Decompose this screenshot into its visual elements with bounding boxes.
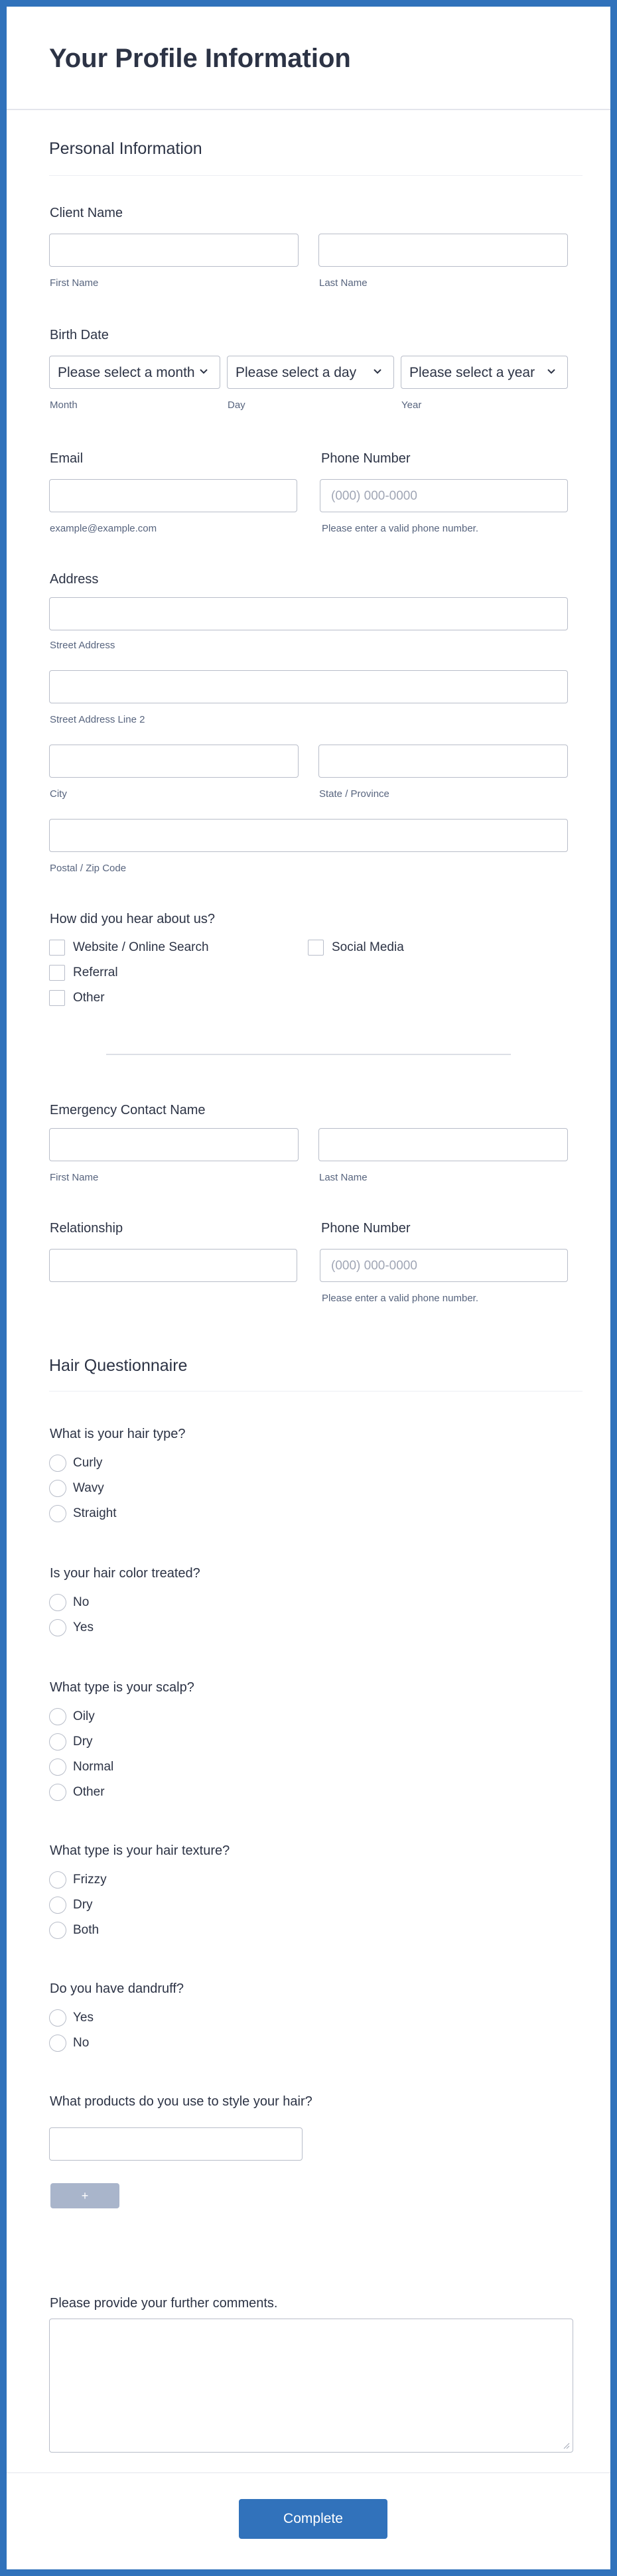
checkbox-website[interactable]: [49, 940, 65, 956]
section-divider: [49, 175, 583, 176]
products-label: What products do you use to style your hair?: [50, 2094, 312, 2109]
state-input[interactable]: [318, 745, 568, 778]
radio-curly[interactable]: [49, 1455, 66, 1472]
street-address-line2-sublabel: Street Address Line 2: [50, 714, 145, 725]
state-sublabel: State / Province: [319, 788, 389, 800]
form-card: [7, 7, 610, 2569]
client-first-name-input[interactable]: [49, 234, 299, 267]
street-address-sublabel: Street Address: [50, 640, 115, 651]
birth-year-select[interactable]: [401, 356, 568, 389]
scalp-type-label: What type is your scalp?: [50, 1680, 194, 1695]
email-label: Email: [50, 451, 84, 466]
client-last-name-input[interactable]: [318, 234, 568, 267]
checkbox-label-social-media: Social Media: [332, 940, 404, 954]
radio-scalp-normal[interactable]: [49, 1758, 66, 1776]
birth-day-value: Please select a day: [236, 365, 357, 380]
address-label: Address: [50, 572, 99, 587]
street-address-line2-input[interactable]: [49, 670, 568, 703]
hear-about-label: How did you hear about us?: [50, 912, 216, 926]
birth-day-select[interactable]: [227, 356, 394, 389]
radio-label-color-no: No: [73, 1595, 90, 1609]
month-sublabel: Month: [50, 399, 78, 411]
relationship-input[interactable]: [49, 1249, 297, 1282]
emergency-first-name-input[interactable]: [49, 1128, 299, 1161]
postal-code-sublabel: Postal / Zip Code: [50, 863, 127, 874]
chevron-down-icon: [371, 364, 384, 378]
chevron-down-icon: [197, 364, 210, 378]
phone-input[interactable]: [320, 479, 568, 512]
header-divider: [7, 109, 610, 110]
emergency-first-name-sublabel: First Name: [50, 1172, 99, 1183]
page-title: Your Profile Information: [49, 44, 351, 73]
radio-scalp-dry[interactable]: [49, 1733, 66, 1751]
radio-texture-dry[interactable]: [49, 1896, 66, 1914]
radio-wavy[interactable]: [49, 1480, 66, 1497]
postal-code-input[interactable]: [49, 819, 568, 852]
radio-label-dandruff-yes: Yes: [73, 2011, 94, 2025]
radio-label-wavy: Wavy: [73, 1481, 104, 1495]
radio-label-texture-dry: Dry: [73, 1898, 93, 1912]
color-treated-label: Is your hair color treated?: [50, 1566, 200, 1581]
phone-label: Phone Number: [321, 451, 411, 466]
city-input[interactable]: [49, 745, 299, 778]
checkbox-social-media[interactable]: [308, 940, 324, 956]
year-sublabel: Year: [401, 399, 422, 411]
radio-label-color-yes: Yes: [73, 1620, 94, 1634]
phone-placeholder: (000) 000-0000: [331, 489, 417, 503]
form-divider: [106, 1054, 511, 1055]
radio-dandruff-yes[interactable]: [49, 2009, 66, 2027]
section-title-personal: Personal Information: [49, 139, 202, 158]
add-product-button[interactable]: +: [50, 2183, 119, 2208]
first-name-sublabel: First Name: [50, 277, 99, 289]
hair-type-label: What is your hair type?: [50, 1427, 186, 1441]
last-name-sublabel: Last Name: [319, 277, 368, 289]
checkbox-label-other: Other: [73, 991, 105, 1005]
emergency-phone-input[interactable]: [320, 1249, 568, 1282]
radio-label-scalp-oily: Oily: [73, 1709, 95, 1723]
birth-month-select[interactable]: [49, 356, 220, 389]
section-title-hair: Hair Questionnaire: [49, 1356, 188, 1375]
birth-year-value: Please select a year: [409, 365, 535, 380]
checkbox-label-referral: Referral: [73, 966, 118, 979]
radio-scalp-other[interactable]: [49, 1784, 66, 1801]
client-name-label: Client Name: [50, 206, 123, 220]
radio-label-straight: Straight: [73, 1506, 117, 1520]
radio-scalp-oily[interactable]: [49, 1708, 66, 1725]
dandruff-label: Do you have dandruff?: [50, 1981, 184, 1996]
emergency-last-name-sublabel: Last Name: [319, 1172, 368, 1183]
radio-label-curly: Curly: [73, 1456, 103, 1470]
emergency-phone-label: Phone Number: [321, 1221, 411, 1236]
radio-texture-both[interactable]: [49, 1922, 66, 1939]
products-input[interactable]: [49, 2127, 303, 2161]
hair-texture-label: What type is your hair texture?: [50, 1843, 230, 1858]
comments-label: Please provide your further comments.: [50, 2296, 278, 2311]
resize-handle-icon[interactable]: [562, 2441, 570, 2449]
birth-date-label: Birth Date: [50, 328, 109, 342]
checkbox-referral[interactable]: [49, 965, 65, 981]
phone-sublabel: Please enter a valid phone number.: [322, 523, 478, 534]
email-input[interactable]: [49, 479, 297, 512]
relationship-label: Relationship: [50, 1221, 123, 1236]
section-divider: [49, 1391, 583, 1392]
emergency-contact-label: Emergency Contact Name: [50, 1103, 206, 1117]
complete-button[interactable]: Complete: [239, 2499, 387, 2539]
emergency-phone-sublabel: Please enter a valid phone number.: [322, 1293, 478, 1304]
radio-label-scalp-normal: Normal: [73, 1760, 114, 1774]
day-sublabel: Day: [228, 399, 245, 411]
city-sublabel: City: [50, 788, 67, 800]
radio-color-no[interactable]: [49, 1594, 66, 1611]
radio-straight[interactable]: [49, 1505, 66, 1522]
checkbox-label-website: Website / Online Search: [73, 940, 209, 954]
email-sublabel: example@example.com: [50, 523, 157, 534]
checkbox-other[interactable]: [49, 990, 65, 1006]
street-address-input[interactable]: [49, 597, 568, 630]
footer-divider: [7, 2472, 610, 2473]
chevron-down-icon: [545, 364, 558, 378]
emergency-phone-placeholder: (000) 000-0000: [331, 1259, 417, 1273]
radio-label-texture-frizzy: Frizzy: [73, 1873, 107, 1887]
comments-textarea[interactable]: [49, 2319, 573, 2453]
radio-dandruff-no[interactable]: [49, 2035, 66, 2052]
emergency-last-name-input[interactable]: [318, 1128, 568, 1161]
radio-label-dandruff-no: No: [73, 2036, 90, 2050]
radio-label-scalp-dry: Dry: [73, 1735, 93, 1749]
radio-texture-frizzy[interactable]: [49, 1871, 66, 1889]
birth-month-value: Please select a month: [58, 365, 195, 380]
radio-label-texture-both: Both: [73, 1923, 100, 1937]
radio-label-scalp-other: Other: [73, 1785, 105, 1799]
radio-color-yes[interactable]: [49, 1619, 66, 1636]
